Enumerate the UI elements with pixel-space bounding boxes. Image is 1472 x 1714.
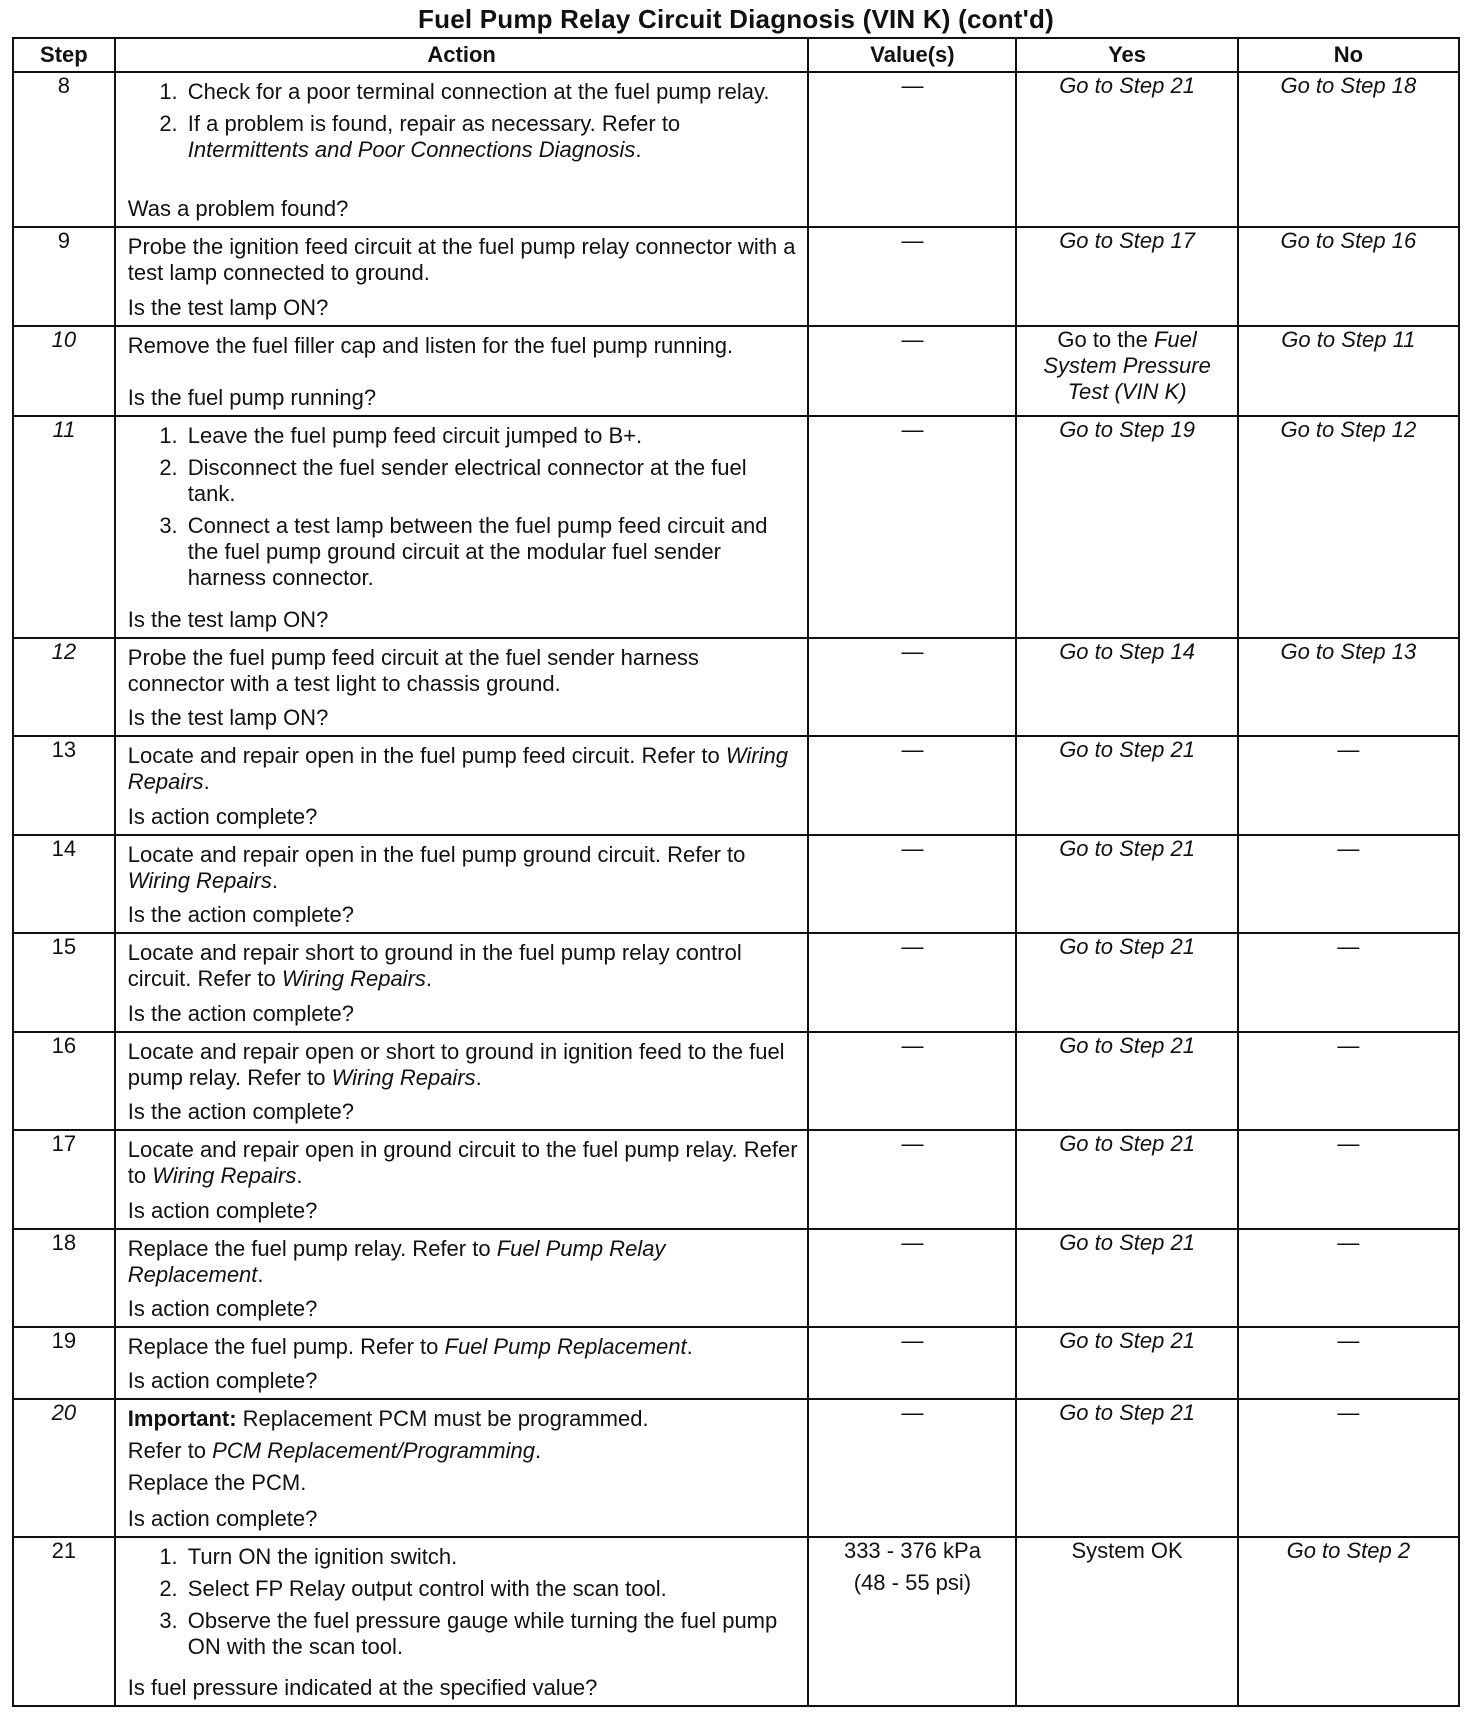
action-question: Is the test lamp ON? — [127, 606, 329, 632]
no-cell: Go to Step 11 — [1238, 326, 1459, 416]
action-question: Is action complete? — [127, 1197, 318, 1223]
step-number: 12 — [13, 638, 115, 737]
yes-cell: Go to the Fuel System Pressure Test (VIN K) — [1016, 326, 1237, 416]
yes-cell: Go to Step 19 — [1016, 416, 1237, 638]
action-cell — [115, 227, 809, 326]
action-question: Is the action complete? — [127, 1099, 355, 1125]
value-psi: (48 - 55 psi) — [853, 1569, 972, 1595]
yes-cell: System OK — [1016, 1537, 1237, 1706]
no-cell: — — [1238, 1327, 1459, 1399]
action-question: Is action complete? — [127, 1505, 318, 1531]
reference-link: PCM Replacement/Programming — [212, 1438, 535, 1464]
action-question: Is the test lamp ON? — [127, 705, 329, 731]
reference-link: Wiring Repairs — [331, 1064, 476, 1090]
value-cell: — — [808, 227, 1016, 326]
yes-cell: Go to Step 14 — [1016, 638, 1237, 737]
step-number: 9 — [13, 227, 115, 326]
action-cell — [115, 835, 809, 934]
no-cell: Go to Step 12 — [1238, 416, 1459, 638]
action-step: 3. Observe the fuel pressure gauge while turning the fuel pump ON with the scan tool. — [184, 1608, 800, 1660]
table-row — [13, 933, 1459, 1032]
value-cell: — — [808, 1229, 1016, 1328]
table-row — [13, 1537, 1459, 1706]
action-cell — [115, 1130, 809, 1229]
no-cell: — — [1238, 835, 1459, 934]
table-row — [13, 227, 1459, 326]
action-step: 1. Leave the fuel pump feed circuit jumped to B+. — [184, 423, 800, 449]
action-question: Is action complete? — [127, 803, 318, 829]
action-step: 2. If a problem is found, repair as necessary. Refer to Intermittents and Poor Connections Diagnosis. — [184, 111, 800, 163]
table-row — [13, 835, 1459, 934]
header-action: Action — [115, 38, 809, 72]
reference-link: Fuel System Pressure Test (VIN K) — [1043, 326, 1211, 404]
no-cell: — — [1238, 1229, 1459, 1328]
table-row — [13, 1399, 1459, 1537]
action-text: Locate and repair short to ground in the fuel pump relay control circuit. Refer to Wiring Repairs. — [127, 940, 742, 992]
action-step: 2. Disconnect the fuel sender electrical connector at the fuel tank. — [184, 455, 800, 507]
action-question: Is the fuel pump running? — [127, 384, 377, 410]
header-values: Value(s) — [808, 38, 1016, 72]
value-kpa: 333 - 376 kPa — [843, 1537, 981, 1563]
action-text: Locate and repair open in the fuel pump feed circuit. Refer to Wiring Repairs. — [127, 743, 788, 795]
action-cell — [115, 326, 809, 416]
value-cell: — — [808, 638, 1016, 737]
action-text: Locate and repair open in the fuel pump ground circuit. Refer to Wiring Repairs. — [127, 841, 746, 893]
reference-link: Wiring Repairs — [127, 743, 788, 795]
value-cell: — — [808, 835, 1016, 934]
header-yes: Yes — [1016, 38, 1237, 72]
step-number: 18 — [13, 1229, 115, 1328]
reference-link: Wiring Repairs — [127, 867, 272, 893]
action-cell — [115, 1327, 809, 1399]
step-number: 10 — [13, 326, 115, 416]
step-number: 8 — [13, 72, 115, 227]
table-row — [13, 1229, 1459, 1328]
table-row — [13, 638, 1459, 737]
reference-link: Fuel Pump Relay Replacement — [127, 1235, 666, 1287]
action-step: 3. Connect a test lamp between the fuel pump feed circuit and the fuel pump ground circuit at the modular fuel sender harness connector. — [184, 513, 800, 591]
step-number: 17 — [13, 1130, 115, 1229]
no-cell: — — [1238, 736, 1459, 835]
no-cell: — — [1238, 1130, 1459, 1229]
value-cell: — — [808, 736, 1016, 835]
reference-link: Wiring Repairs — [152, 1163, 297, 1189]
header-step: Step — [13, 38, 115, 72]
yes-cell: Go to Step 21 — [1016, 1399, 1237, 1537]
action-text: Refer to PCM Replacement/Programming. — [127, 1438, 542, 1464]
step-number: 13 — [13, 736, 115, 835]
action-cell — [115, 638, 809, 737]
action-cell — [115, 72, 809, 227]
action-question: Is the action complete? — [127, 1000, 355, 1026]
no-cell: — — [1238, 1399, 1459, 1537]
reference-link: Intermittents and Poor Connections Diagnosis — [187, 137, 636, 162]
step-number: 19 — [13, 1327, 115, 1399]
action-cell — [115, 933, 809, 1032]
yes-cell: Go to Step 21 — [1016, 1327, 1237, 1399]
step-number: 21 — [13, 1537, 115, 1706]
step-number: 11 — [13, 416, 115, 638]
action-cell — [115, 1032, 809, 1131]
table-row — [13, 1130, 1459, 1229]
important-label: Important: — [127, 1406, 237, 1432]
action-steps — [128, 79, 800, 169]
action-text: Probe the fuel pump feed circuit at the fuel sender harness connector with a test light to chassis ground. — [127, 644, 699, 696]
action-question: Is fuel pressure indicated at the specified value? — [127, 1675, 598, 1700]
value-cell: — — [808, 326, 1016, 416]
action-question: Is action complete? — [127, 1368, 318, 1394]
value-cell: — — [808, 1327, 1016, 1399]
action-step: 1. Turn ON the ignition switch. — [184, 1544, 800, 1570]
diagnosis-table — [12, 37, 1460, 1707]
reference-link: Fuel Pump Replacement — [444, 1334, 687, 1360]
step-number: 16 — [13, 1032, 115, 1131]
step-number: 15 — [13, 933, 115, 1032]
value-cell: — — [808, 1399, 1016, 1537]
action-question: Is the action complete? — [127, 902, 355, 928]
yes-cell: Go to Step 21 — [1016, 835, 1237, 934]
value-cell: — — [808, 72, 1016, 227]
action-cell — [115, 416, 809, 638]
action-cell — [115, 1537, 809, 1706]
action-text: Replace the fuel pump. Refer to Fuel Pump Replacement. — [127, 1334, 693, 1360]
action-steps — [128, 1544, 800, 1666]
action-steps — [128, 423, 800, 597]
value-cell: — — [808, 416, 1016, 638]
reference-link: Wiring Repairs — [281, 966, 426, 992]
value-cell: — — [808, 1032, 1016, 1131]
action-text: Probe the ignition feed circuit at the fuel pump relay connector with a test lamp connected to ground. — [127, 233, 796, 285]
step-number: 14 — [13, 835, 115, 934]
action-text: Replace the PCM. — [127, 1470, 307, 1496]
table-row — [13, 736, 1459, 835]
action-cell — [115, 736, 809, 835]
action-question: Is action complete? — [127, 1296, 318, 1322]
no-cell: Go to Step 16 — [1238, 227, 1459, 326]
action-text: Replace the fuel pump relay. Refer to Fuel Pump Relay Replacement. — [127, 1235, 666, 1287]
table-row — [13, 1327, 1459, 1399]
value-cell: — — [808, 933, 1016, 1032]
yes-cell: Go to Step 17 — [1016, 227, 1237, 326]
important-note: Important: Replacement PCM must be programmed. — [127, 1406, 649, 1432]
table-row — [13, 72, 1459, 227]
yes-cell: Go to Step 21 — [1016, 1130, 1237, 1229]
action-text: Locate and repair open or short to ground in ignition feed to the fuel pump relay. Refer to Wiring Repairs. — [127, 1038, 785, 1090]
table-row — [13, 326, 1459, 416]
yes-cell: Go to Step 21 — [1016, 1229, 1237, 1328]
value-cell: — — [808, 1130, 1016, 1229]
yes-cell: Go to Step 21 — [1016, 736, 1237, 835]
no-cell: Go to Step 18 — [1238, 72, 1459, 227]
action-text: Remove the fuel filler cap and listen for the fuel pump running. — [127, 332, 734, 358]
header-row — [13, 38, 1459, 72]
action-question: Was a problem found? — [127, 195, 349, 221]
no-cell: Go to Step 13 — [1238, 638, 1459, 737]
no-cell: — — [1238, 933, 1459, 1032]
table-row — [13, 1032, 1459, 1131]
yes-cell: Go to Step 21 — [1016, 1032, 1237, 1131]
no-cell: Go to Step 2 — [1238, 1537, 1459, 1706]
action-step: 2. Select FP Relay output control with the scan tool. — [184, 1576, 800, 1602]
header-no: No — [1238, 38, 1459, 72]
action-cell — [115, 1229, 809, 1328]
page-title: Fuel Pump Relay Circuit Diagnosis (VIN K) (cont'd) — [418, 4, 1054, 34]
action-cell — [115, 1399, 809, 1537]
step-number: 20 — [13, 1399, 115, 1537]
no-cell: — — [1238, 1032, 1459, 1131]
action-question: Is the test lamp ON? — [127, 294, 329, 320]
yes-cell: Go to Step 21 — [1016, 72, 1237, 227]
table-row — [13, 416, 1459, 638]
value-cell — [808, 1537, 1016, 1706]
yes-cell: Go to Step 21 — [1016, 933, 1237, 1032]
action-text: Locate and repair open in ground circuit to the fuel pump relay. Refer to Wiring Repairs. — [127, 1137, 798, 1189]
action-step: 1. Check for a poor terminal connection at the fuel pump relay. — [184, 79, 800, 105]
